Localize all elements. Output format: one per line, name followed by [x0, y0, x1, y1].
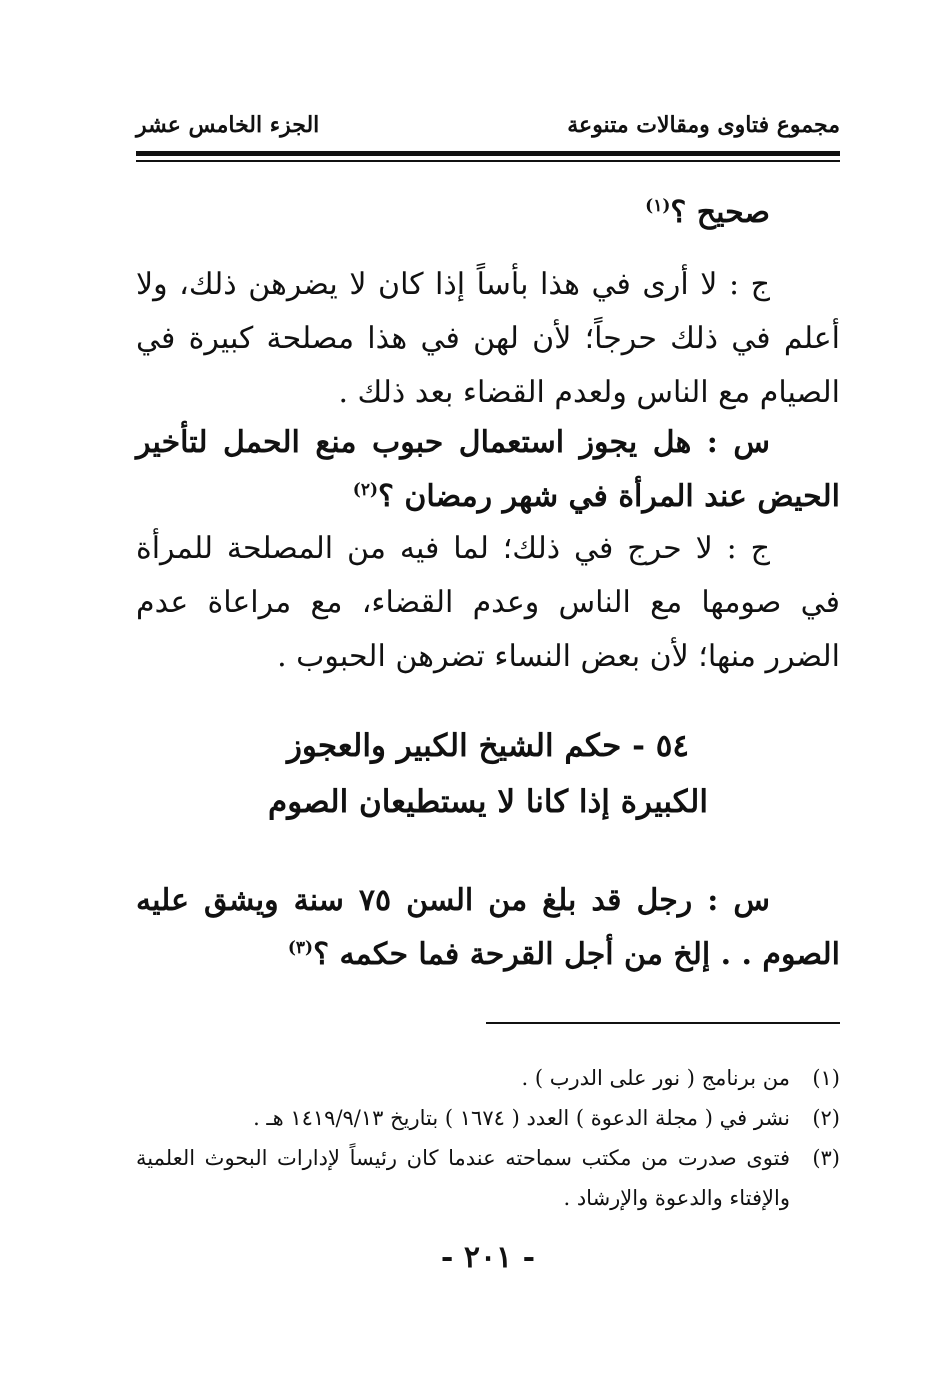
footnote-ref-3: (٣) — [287, 938, 314, 958]
footnotes — [136, 1058, 840, 1218]
answer-paragraph-1: ج : لا أرى في هذا بأساً إذا كان لا يضرهن ذلك، ولا أعلم في ذلك حرجاً؛ لأن لهن في هذا مصلحة كبيرة في الصيام مع الناس ولعدم القضاء بعد ذلك . — [136, 267, 840, 410]
footnote-text: من برنامج ( نور على الدرب ) . — [521, 1066, 790, 1090]
section-heading-line-1: ٥٤ - حكم الشيخ الكبير والعجوز — [286, 728, 690, 764]
question-paragraph-3: س : رجل قد بلغ من السن ٧٥ سنة ويشق عليه الصوم . . إلخ من أجل القرحة فما حكمه ؟$^{(٣)}$ — [136, 883, 840, 972]
footnote-1 — [136, 1058, 840, 1098]
footnote-ref-2: (٢) — [352, 480, 379, 500]
book-title: مجموع فتاوى ومقالات متنوعة — [567, 112, 840, 138]
volume-label: الجزء الخامس عشر — [136, 112, 320, 138]
section-heading — [136, 718, 840, 830]
footnote-ref-1: (١) — [645, 196, 671, 216]
footnote-text: نشر في ( مجلة الدعوة ) العدد ( ١٦٧٤ ) بتاريخ ١٤١٩/٩/١٣ هـ . — [253, 1106, 790, 1130]
running-head — [136, 112, 840, 150]
page-number: - ٢٠١ - — [440, 1240, 536, 1275]
footnote-3 — [136, 1138, 840, 1218]
header-rule-thin — [136, 160, 840, 162]
footnote-text: فتوى صدرت من مكتب سماحته عندما كان رئيساً لإدارات البحوث العلمية والإفتاء والدعوة والإرشاد . — [136, 1146, 790, 1210]
footnote-number: (٣) — [812, 1146, 840, 1170]
footnote-separator — [486, 1022, 840, 1024]
question-paragraph-2: س : هل يجوز استعمال حبوب منع الحمل لتأخير الحيض عند المرأة في شهر رمضان ؟$^{(٢)}$ — [136, 425, 840, 514]
section-heading-line-2: الكبيرة إذا كانا لا يستطيعان الصوم — [268, 784, 708, 820]
question-end: صحيح ؟$^{(١)}$ — [645, 195, 770, 230]
footnote-number: (٢) — [812, 1106, 840, 1130]
footnote-2 — [136, 1098, 840, 1138]
header-rule-thick — [136, 151, 840, 156]
footnote-number: (١) — [812, 1066, 840, 1090]
answer-paragraph-2: ج : لا حرج في ذلك؛ لما فيه من المصلحة للمرأة في صومها مع الناس وعدم القضاء، مع مراعاة عدم الضرر منها؛ لأن بعض النساء تضرهن الحبوب . — [136, 531, 840, 674]
